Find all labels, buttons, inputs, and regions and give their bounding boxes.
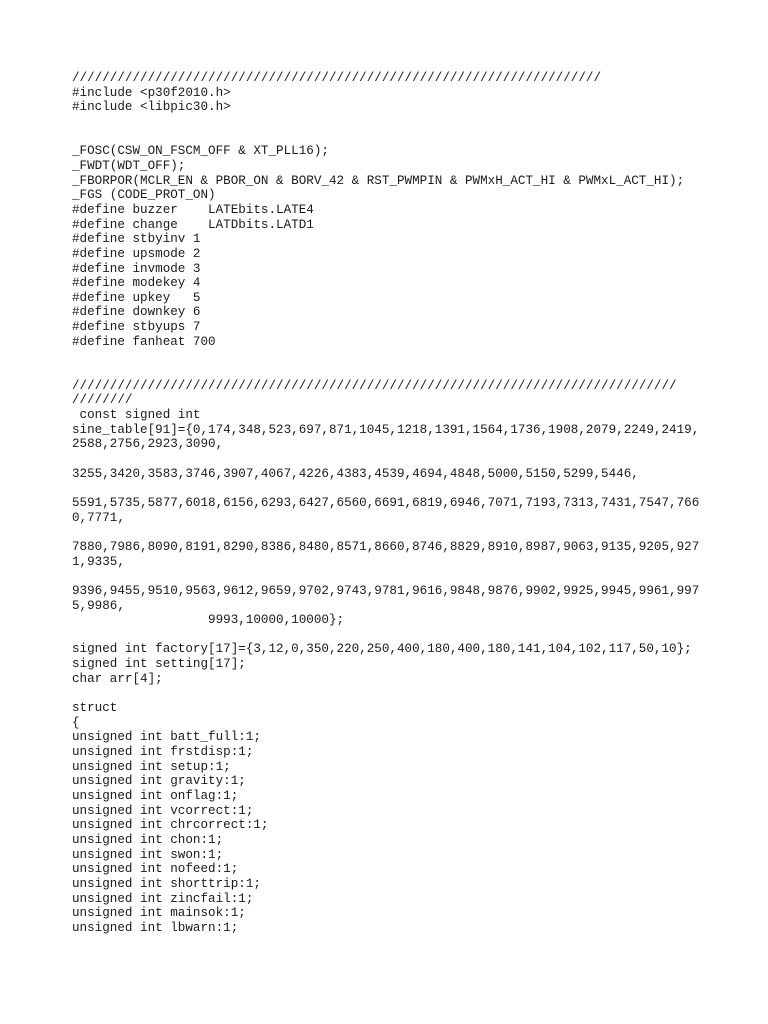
code-line: unsigned int batt_full:1; <box>72 730 261 745</box>
code-line: 2588,2756,2923,3090, <box>72 437 224 452</box>
code-line: #define buzzer LATEbits.LATE4 <box>72 202 314 217</box>
code-line: unsigned int zincfail:1; <box>72 891 254 906</box>
code-line: 0,7771, <box>72 510 125 525</box>
code-line <box>72 349 702 364</box>
code-line: 1,9335, <box>72 554 125 569</box>
code-line: signed int factory[17]={3,12,0,350,220,250,400,180,400,180,141,104,102,117,50,10}; <box>72 642 692 657</box>
code-line: unsigned int shorttrip:1; <box>72 876 261 891</box>
code-line: 9396,9455,9510,9563,9612,9659,9702,9743,9781,9616,9848,9876,9902,9925,9945,9961,997 <box>72 583 700 598</box>
code-line <box>72 115 702 130</box>
code-line: _FGS (CODE_PROT_ON) <box>72 188 216 203</box>
code-line: #include <libpic30.h> <box>72 100 231 115</box>
code-line: #define stbyups 7 <box>72 320 201 335</box>
code-line: 5,9986, <box>72 598 125 613</box>
code-line: #define upsmode 2 <box>72 246 201 261</box>
code-line: signed int setting[17]; <box>72 657 246 672</box>
code-line: char arr[4]; <box>72 671 163 686</box>
code-line: sine_table[91]={0,174,348,523,697,871,1045,1218,1391,1564,1736,1908,2079,2249,2419, <box>72 422 700 437</box>
source-code-block <box>72 71 702 936</box>
code-line: _FOSC(CSW_ON_FSCM_OFF & XT_PLL16); <box>72 144 329 159</box>
code-line: //////////////////////////////////////////////////////////////////////////////// <box>72 378 677 393</box>
code-line: #define invmode 3 <box>72 261 201 276</box>
code-line: _FBORPOR(MCLR_EN & PBOR_ON & BORV_42 & RST_PWMPIN & PWMxH_ACT_HI & PWMxL_ACT_HI); <box>72 173 685 188</box>
code-line <box>72 628 702 643</box>
code-line <box>72 364 702 379</box>
code-line: #define change LATDbits.LATD1 <box>72 217 314 232</box>
code-line: 5591,5735,5877,6018,6156,6293,6427,6560,6691,6819,6946,7071,7193,7313,7431,7547,766 <box>72 495 700 510</box>
code-line: _FWDT(WDT_OFF); <box>72 158 186 173</box>
code-line <box>72 452 702 467</box>
code-line <box>72 481 702 496</box>
code-line <box>72 130 702 145</box>
code-line: 3255,3420,3583,3746,3907,4067,4226,4383,4539,4694,4848,5000,5150,5299,5446, <box>72 466 639 481</box>
code-line: 7880,7986,8090,8191,8290,8386,8480,8571,8660,8746,8829,8910,8987,9063,9135,9205,927 <box>72 539 700 554</box>
code-line: unsigned int chon:1; <box>72 832 224 847</box>
code-line: #define upkey 5 <box>72 290 201 305</box>
code-line: unsigned int onflag:1; <box>72 789 239 803</box>
code-line: unsigned int frstdisp:1; <box>72 745 254 760</box>
code-line <box>72 525 702 540</box>
code-line: unsigned int lbwarn:1; <box>72 920 239 935</box>
code-line: #define modekey 4 <box>72 276 201 291</box>
code-line: unsigned int nofeed:1; <box>72 862 239 877</box>
code-line: #define fanheat 700 <box>72 334 216 349</box>
code-line: //////// <box>72 393 133 408</box>
code-line: ////////////////////////////////////////////////////////////////////// <box>72 71 602 85</box>
code-line: 9993,10000,10000}; <box>72 613 345 628</box>
code-line: #define stbyinv 1 <box>72 232 201 247</box>
code-line: unsigned int mainsok:1; <box>72 906 246 921</box>
code-line <box>72 686 702 701</box>
code-line: unsigned int gravity:1; <box>72 774 246 789</box>
code-line: unsigned int vcorrect:1; <box>72 803 254 818</box>
code-line: unsigned int swon:1; <box>72 847 224 862</box>
code-line <box>72 569 702 584</box>
code-line: unsigned int setup:1; <box>72 759 231 774</box>
code-line: unsigned int chrcorrect:1; <box>72 818 269 833</box>
code-line: #define downkey 6 <box>72 305 201 320</box>
code-line: struct <box>72 701 118 716</box>
code-line: const signed int <box>72 408 201 423</box>
code-line: #include <p30f2010.h> <box>72 85 231 100</box>
code-line: { <box>72 715 80 730</box>
